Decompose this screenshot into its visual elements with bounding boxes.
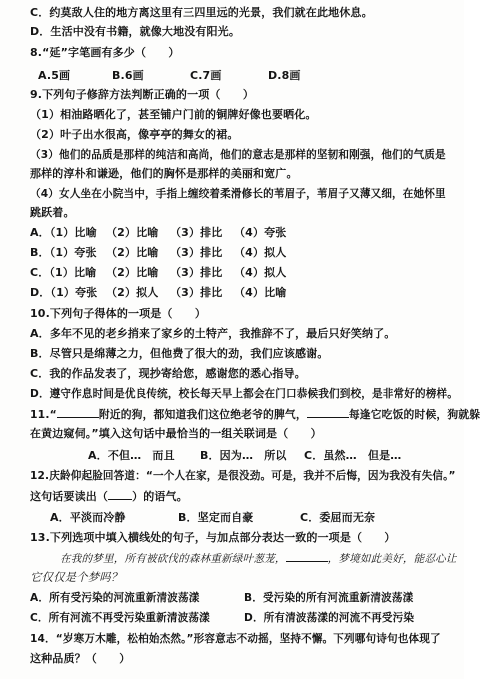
q9-d-1: D．（1）夸张 <box>30 286 98 299</box>
q13-option-c: C．所有河流不再受污染重新清波荡漾 <box>30 612 210 624</box>
q12-stem-line1: 12.庆龄仰起脸回答道：“一个人在家，是很没劲。可是，我并不后悔，因为我没有失信。” <box>30 470 456 482</box>
q11-blank-2 <box>307 407 349 418</box>
q11-option-b: B．因为… 所以 <box>200 449 287 462</box>
q13-passage-b: ，梦境如此美好，能忍心让 <box>327 554 457 565</box>
q8-option-b: B.6画 <box>112 69 144 82</box>
q13-option-a: A．所有受污染的河流重新清波荡漾 <box>30 592 200 604</box>
q9-d-2: （2）拟人 <box>106 286 159 299</box>
q8-option-d: D.8画 <box>268 69 301 82</box>
q12-stem-line2 <box>30 489 188 504</box>
q12-text-pre: 这句话要读出（ <box>30 490 109 503</box>
q10-stem: 10.下列句子得体的一项是（ ） <box>30 307 207 320</box>
q9-sentence-3-line1: （3）他们的品质是那样的纯洁和高尚，他们的意志是那样的坚韧和刚强，他们的气质是 <box>30 149 446 161</box>
q12-option-b: B．坚定而自豪 <box>178 511 254 524</box>
q9-stem: 9.下列句子修辞方法判断正确的一项（ ） <box>30 88 254 101</box>
q9-c-2: （2）比喻 <box>106 266 159 279</box>
q13-passage-line1 <box>60 551 457 567</box>
q9-c-3: （3）排比 <box>170 266 223 279</box>
q9-b-2: （2）比喻 <box>106 246 159 259</box>
q8-option-a: A.5画 <box>38 69 71 82</box>
q12-text-post: ）的语气。 <box>132 490 188 503</box>
q8-option-c: C.7画 <box>190 69 222 82</box>
q9-d-3: （3）排比 <box>170 286 223 299</box>
q9-sentence-1: （1）相油路晒化了，甚至铺户门前的铜牌好像也要晒化。 <box>30 108 317 121</box>
q11-number: 11.“ <box>30 408 57 421</box>
q10-option-a: A．多年不见的老乡捎来了家乡的土特产，我推辞不了，最后只好笑纳了。 <box>30 327 396 340</box>
q13-passage-a: 在我的梦里，所有被砍伐的森林重新绿叶葱茏， <box>60 554 286 565</box>
q9-sentence-4-line1: （4）女人坐在小院当中，手指上缠绞着柔滑修长的苇眉子，苇眉子又薄又细，在她怀里 <box>30 188 446 200</box>
q10-option-b: B．尽管只是绵薄之力，但他费了很大的劲，我们应该感谢。 <box>30 347 329 360</box>
q9-a-3: （3）排比 <box>170 226 223 239</box>
q13-option-d: D．所有清波荡漾的河流不再受污染 <box>244 612 415 624</box>
q9-sentence-4-line2: 跳跃着。 <box>30 206 75 219</box>
q11-option-c: C．虽然… 但是… <box>304 449 402 462</box>
q10-option-d: D．遵守作息时间是优良传统，校长每天早上都会在门口恭候我们到校，是非常好的榜样。 <box>30 388 458 400</box>
q11-text-post: 每逢它吃饭的时候，狗就躲 <box>348 408 480 421</box>
q14-stem-line2: 这种品质？（ ） <box>30 652 131 665</box>
q9-a-1: A．（1）比喻 <box>30 226 97 239</box>
q9-b-1: B．（1）夸张 <box>30 246 97 259</box>
q11-option-a: A．不但… 而且 <box>88 449 175 462</box>
q14-stem-line1: 14．“岁寒万木雕，松柏始杰然。”形容意志不动摇，坚持不懈。下列哪句诗句也体现了 <box>30 633 441 645</box>
q11-text-mid: 附近的狗，都知道我们这位绝老爷的脾气， <box>98 408 307 421</box>
q9-c-1: C．（1）比喻 <box>30 266 97 279</box>
q13-passage-line2: 它仅仅是个梦吗？ <box>30 572 123 584</box>
q11-stem-line2: 在黄边窥伺。”填入这句话中最恰当的一组关联词是（ ） <box>30 427 322 440</box>
q7-option-d: D．生活中没有书籍，就像大地没有阳光。 <box>30 25 240 38</box>
q13-blank <box>286 551 328 562</box>
q12-option-c: C．委屈而无奈 <box>300 511 376 524</box>
q9-d-4: （4）比喻 <box>234 286 287 299</box>
q9-a-4: （4）夸张 <box>234 226 287 239</box>
q12-blank <box>108 489 132 500</box>
q12-option-a: A．平淡而冷静 <box>50 511 126 524</box>
q7-option-c: C．约莫敌人住的地方离这里有三四里远的光景，我们就在此地休息。 <box>30 6 373 19</box>
q9-b-3: （3）排比 <box>170 246 223 259</box>
q9-sentence-2: （2）叶子出水很高，像亭亭的舞女的裙。 <box>30 128 239 141</box>
q13-stem: 13.下列选项中填入横线处的句子，与加点部分表达一致的一项是（ ） <box>30 531 396 544</box>
q10-option-c: C．我的作品发表了，现抄寄给您，感谢您的悉心指导。 <box>30 367 306 380</box>
q9-b-4: （4）拟人 <box>234 246 287 259</box>
q9-sentence-3-line2: 那样的淳朴和谦逊，他们的胸怀是那样的美丽和宽广。 <box>30 167 298 180</box>
q11-stem-line1 <box>30 407 480 422</box>
q9-c-4: （4）拟人 <box>234 266 287 279</box>
q8-stem: 8.“延”字笔画有多少（ ） <box>30 46 180 59</box>
q9-a-2: （2）比喻 <box>106 226 159 239</box>
q11-blank-1 <box>57 407 99 418</box>
q13-option-b: B．受污染的所有河流重新清波荡漾 <box>244 592 414 604</box>
